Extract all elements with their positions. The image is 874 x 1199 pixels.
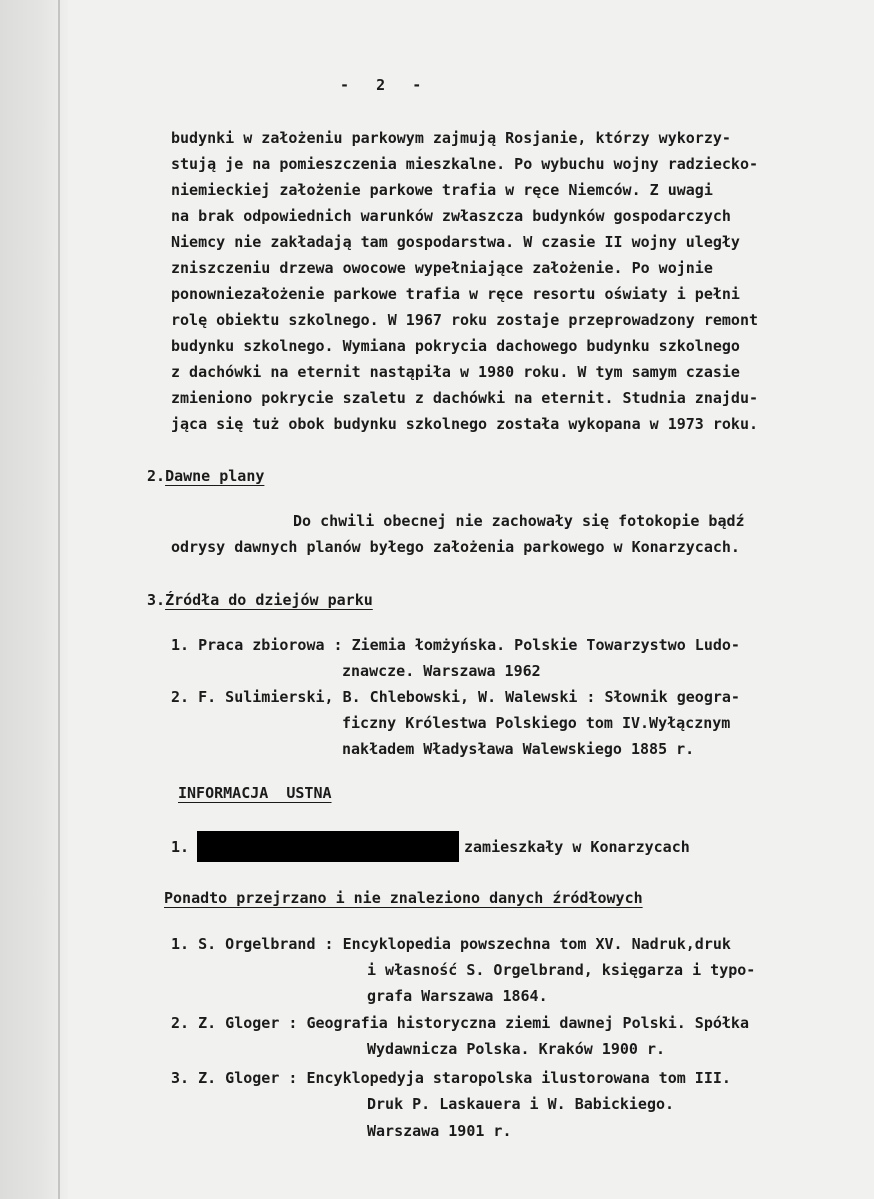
unfound-item-continuation: Warszawa 1901 r.: [367, 1122, 512, 1140]
unfound-item: 1. S. Orgelbrand : Encyklopedia powszechna tom XV. Nadruk,druk: [171, 935, 731, 953]
unfound-item-continuation: Wydawnicza Polska. Kraków 1900 r.: [367, 1040, 666, 1058]
source-item: 2. F. Sulimierski, B. Chlebowski, W. Walewski : Słownik geogra-: [171, 688, 740, 706]
intro-line: na brak odpowiednich warunków zwłaszcza budynków gospodarczych: [171, 207, 731, 225]
intro-line: z dachówki na eternit nastąpiła w 1980 roku. W tym samym czasie: [171, 363, 740, 381]
unfound-item: 2. Z. Gloger : Geografia historyczna ziemi dawnej Polski. Spółka: [171, 1014, 749, 1032]
source-item-continuation: znawcze. Warszawa 1962: [342, 662, 541, 680]
intro-line: zniszczeniu drzewa owocowe wypełniające założenie. Po wojnie: [171, 259, 713, 277]
redaction-bar: [197, 831, 459, 862]
section-2-line: Do chwili obecnej nie zachowały się fotokopie bądź: [293, 512, 745, 530]
section-3-number: 3.: [147, 591, 166, 609]
unfound-item-continuation: i własność S. Orgelbrand, księgarza i typo-: [367, 961, 756, 979]
unfound-sources-heading: Ponadto przejrzano i nie znaleziono danych źródłowych: [164, 889, 643, 907]
oral-item-number: 1.: [171, 838, 190, 856]
section-3-title: Źródła do dziejów parku: [165, 591, 373, 609]
section-2-heading: [147, 469, 264, 484]
oral-info-heading: INFORMACJA USTNA: [178, 784, 332, 802]
intro-line: Niemcy nie zakładają tam gospodarstwa. W czasie II wojny uległy: [171, 233, 740, 251]
section-2-line: odrysy dawnych planów byłego założenia parkowego w Konarzycach.: [171, 538, 740, 556]
intro-line: budynku szkolnego. Wymiana pokrycia dachowego budynku szkolnego: [171, 337, 740, 355]
source-item: 1. Praca zbiorowa : Ziemia łomżyńska. Polskie Towarzystwo Ludo-: [171, 636, 740, 654]
intro-line: stują je na pomieszczenia mieszkalne. Po wybuchu wojny radziecko-: [171, 155, 758, 173]
binding-edge: [58, 0, 60, 1199]
source-item-continuation: ficzny Królestwa Polskiego tom IV.Wyłącznym: [342, 714, 731, 732]
unfound-item-continuation: Druk P. Laskauera i W. Babickiego.: [367, 1095, 675, 1113]
page-number: - 2 -: [340, 76, 422, 94]
section-2-title: Dawne plany: [165, 467, 265, 485]
intro-line: ponowniezałożenie parkowe trafia w ręce resortu oświaty i pełni: [171, 285, 740, 303]
intro-line: niemieckiej założenie parkowe trafia w ręce Niemców. Z uwagi: [171, 181, 713, 199]
source-item-continuation: nakładem Władysława Walewskiego 1885 r.: [342, 740, 695, 758]
unfound-item-continuation: grafa Warszawa 1864.: [367, 987, 548, 1005]
intro-line: rolę obiektu szkolnego. W 1967 roku zostaje przeprowadzony remont: [171, 311, 758, 329]
unfound-item: 3. Z. Gloger : Encyklopedyja staropolska ilustorowana tom III.: [171, 1069, 731, 1087]
oral-item-text: zamieszkały w Konarzycach: [464, 838, 690, 856]
intro-line: budynki w założeniu parkowym zajmują Rosjanie, którzy wykorzy-: [171, 129, 731, 147]
intro-line: jąca się tuż obok budynku szkolnego została wykopana w 1973 roku.: [171, 415, 758, 433]
section-3-heading: [147, 593, 373, 608]
intro-line: zmieniono pokrycie szaletu z dachówki na eternit. Studnia znajdu-: [171, 389, 758, 407]
section-2-number: 2.: [147, 467, 166, 485]
